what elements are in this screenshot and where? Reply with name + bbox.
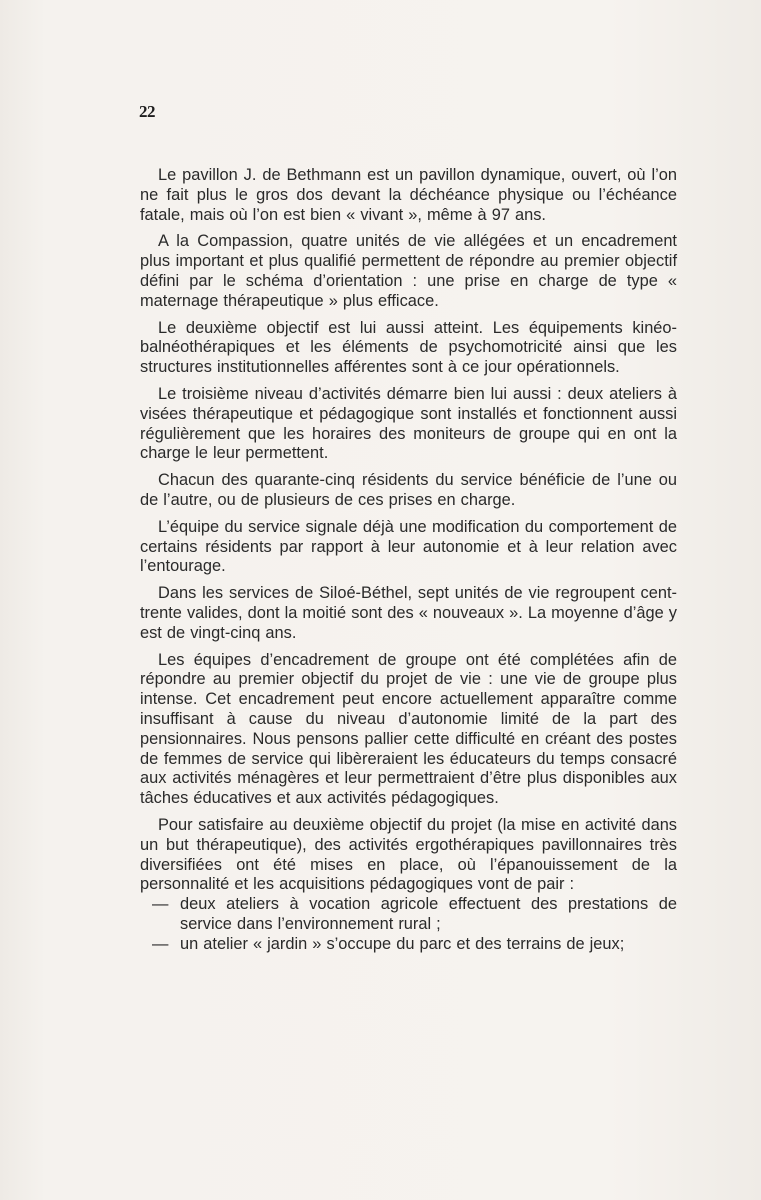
activity-list bbox=[140, 895, 677, 954]
list-item-text: un atelier « jardin » s’occupe du parc et des terrains de jeux; bbox=[180, 934, 625, 953]
list-item-text: deux ateliers à vocation agricole effectuent des prestations de service dans l’environnement rural ; bbox=[180, 895, 677, 933]
paragraph: Chacun des quarante-cinq résidents du service bénéficie de l’une ou de l’autre, ou de plusieurs de ces prises en charge. bbox=[140, 471, 677, 509]
list-item bbox=[140, 895, 677, 935]
paragraph: Dans les services de Siloé-Béthel, sept unités de vie regroupent cent-trente valides, dont la moitié sont des « nouveaux ». La moyenne d’âge y est de vingt-cinq ans. bbox=[140, 584, 677, 642]
paragraph: Pour satisfaire au deuxième objectif du projet (la mise en activité dans un but thérapeutique), des activités ergothérapiques pavillonnaires très diversifiées ont été mises en place, où l’épanouissement de la personnalité et les acquisitions pédagogiques vont de pair : bbox=[140, 815, 677, 894]
page-number: 22 bbox=[139, 102, 155, 121]
list-dash: — bbox=[152, 895, 169, 914]
list-dash: — bbox=[152, 934, 169, 953]
paragraph: Le deuxième objectif est lui aussi atteint. Les équipements kinéo-balnéothérapiques et les éléments de psychomotricité ainsi que les structures institutionnelles afférentes sont à ce jour opérationnels. bbox=[140, 318, 677, 377]
body-text bbox=[140, 166, 677, 954]
paragraph: A la Compassion, quatre unités de vie allégées et un encadrement plus important et plus qualifié permettent de répondre au premier objectif défini par le schéma d’orientation : une prise en charge de type « maternage thérapeutique » plus efficace. bbox=[140, 232, 677, 310]
paragraph: L’équipe du service signale déjà une modification du comportement de certains résidents par rapport à leur autonomie et à leur relation avec l’entourage. bbox=[140, 517, 677, 576]
paragraph: Le troisième niveau d’activités démarre bien lui aussi : deux ateliers à visées thérapeutique et pédagogique sont installés et fonctionnent aussi régulièrement que les horaires des moniteurs de groupe qui en ont la charge le leur permettent. bbox=[140, 384, 677, 463]
paragraph: Les équipes d’encadrement de groupe ont été complétées afin de répondre au premier objectif du projet de vie : une vie de groupe plus intense. Cet encadrement peut encore actuellement apparaître comme insuffisant à cause du niveau d’autonomie limité de la part des pensionnaires. Nous pensons pallier cette difficulté en créant des postes de femmes de service qui libèreraient les éducateurs du temps consacré aux activités ménagères et leur permettraient d’être plus disponibles aux tâches éducatives et aux activités pédagogiques. bbox=[140, 650, 677, 808]
list-item bbox=[140, 935, 677, 955]
paragraph: Le pavillon J. de Bethmann est un pavillon dynamique, ouvert, où l’on ne fait plus le gros dos devant la déchéance physique ou l’échéance fatale, mais où l’on est bien « vivant », même à 97 ans. bbox=[140, 166, 677, 224]
